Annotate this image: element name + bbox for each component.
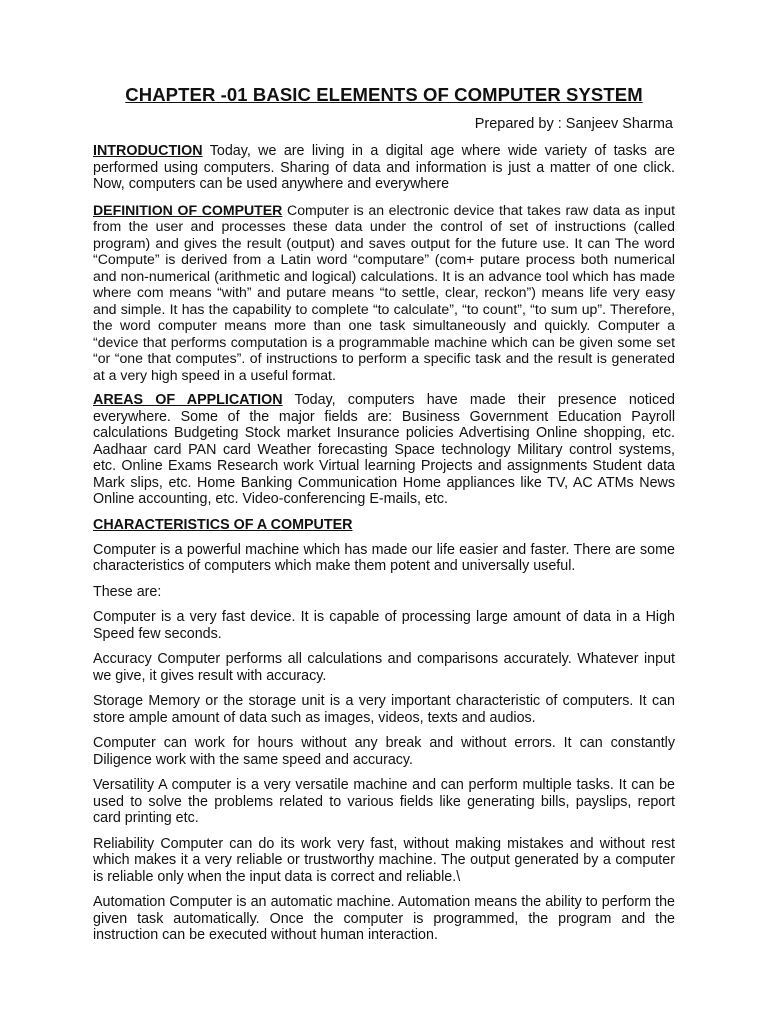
areas-label: AREAS OF APPLICATION (93, 392, 283, 408)
characteristics-paragraph: Computer is a powerful machine which has made our life easier and faster. There are some characteristics of computers which make them potent and universally useful. (93, 541, 675, 574)
characteristics-paragraph: Computer is a very fast device. It is capable of processing large amount of data in a High Speed few seconds. (93, 609, 675, 642)
definition-text: Computer is an electronic device that takes raw data as input from the user and processes these data under the control of set of instructions (called program) and gives the result (output) and saves output for the future use. It can The word “Compute” is derived from a Latin word “computare” (com+ putare process both numerical and non-numerical (arithmetic and logical) calculations. It is an advance tool which has made where com means “with” and putare means “to settle, clear, reckon”) means life very easy and simple. It has the capability to complete “to calculate”, “to count”, “to sum up”. Therefore, the word computer means more than one task simultaneously and quickly. Computer a “device that performs computation is a programmable machine which can be given some set “or “one that computes”. of instructions to perform a specific task and the result is generated at a very high speed in a useful format. (93, 201, 675, 383)
characteristics-paragraph: Storage Memory or the storage unit is a very important characteristic of computers. It can store ample amount of data such as images, videos, texts and audios. (93, 693, 675, 726)
characteristics-paragraph: These are: (93, 583, 162, 600)
prepared-by: Prepared by : Sanjeev Sharma (474, 116, 673, 132)
areas-paragraph (93, 392, 675, 508)
areas-text: Today, computers have made their presence noticed everywhere. Some of the major fields are: Business Government Education Payroll calculations Budgeting Stock market Insurance policies Advertising Online shopping, etc. Aadhaar card PAN card Weather forecasting Space technology Military control systems, etc. Online Exams Research work Virtual learning Projects and assignments Student data Mark slips, etc. Home Banking Communication Home appliances like TV, AC ATMs News Online accounting, etc. Video-conferencing E-mails, etc. (93, 392, 675, 507)
characteristics-heading: CHARACTERISTICS OF A COMPUTER (93, 516, 353, 533)
characteristics-paragraph: Reliability Computer can do its work very fast, without making mistakes and without rest which makes it a very reliable or trustworthy machine. The output generated by a computer is reliable only when the input data is correct and reliable.\ (93, 835, 675, 885)
page-title: CHAPTER -01 BASIC ELEMENTS OF COMPUTER SYSTEM (125, 84, 643, 105)
characteristics-paragraph: Versatility A computer is a very versatile machine and can perform multiple tasks. It can be used to solve the problems related to various fields like generating bills, payslips, report card printing etc. (93, 777, 675, 826)
characteristics-paragraph: Computer can work for hours without any break and without errors. It can constantly Diligence work with the same speed and accuracy. (93, 735, 675, 768)
characteristics-paragraph: Automation Computer is an automatic machine. Automation means the ability to perform the given task automatically. Once the computer is programmed, the program and the instruction can be executed without human interaction. (93, 894, 675, 943)
definition-paragraph (93, 202, 675, 384)
introduction-label: INTRODUCTION (93, 143, 203, 159)
introduction-paragraph (93, 143, 675, 193)
introduction-text: Today, we are living in a digital age where wide variety of tasks are performed using computers. Sharing of data and information is just a matter of one click. Now, computers can be used anywhere and everywhere (93, 143, 675, 192)
definition-label: DEFINITION OF COMPUTER (93, 201, 283, 218)
characteristics-paragraph: Accuracy Computer performs all calculations and comparisons accurately. Whatever input we give, it gives result with accuracy. (93, 651, 675, 684)
